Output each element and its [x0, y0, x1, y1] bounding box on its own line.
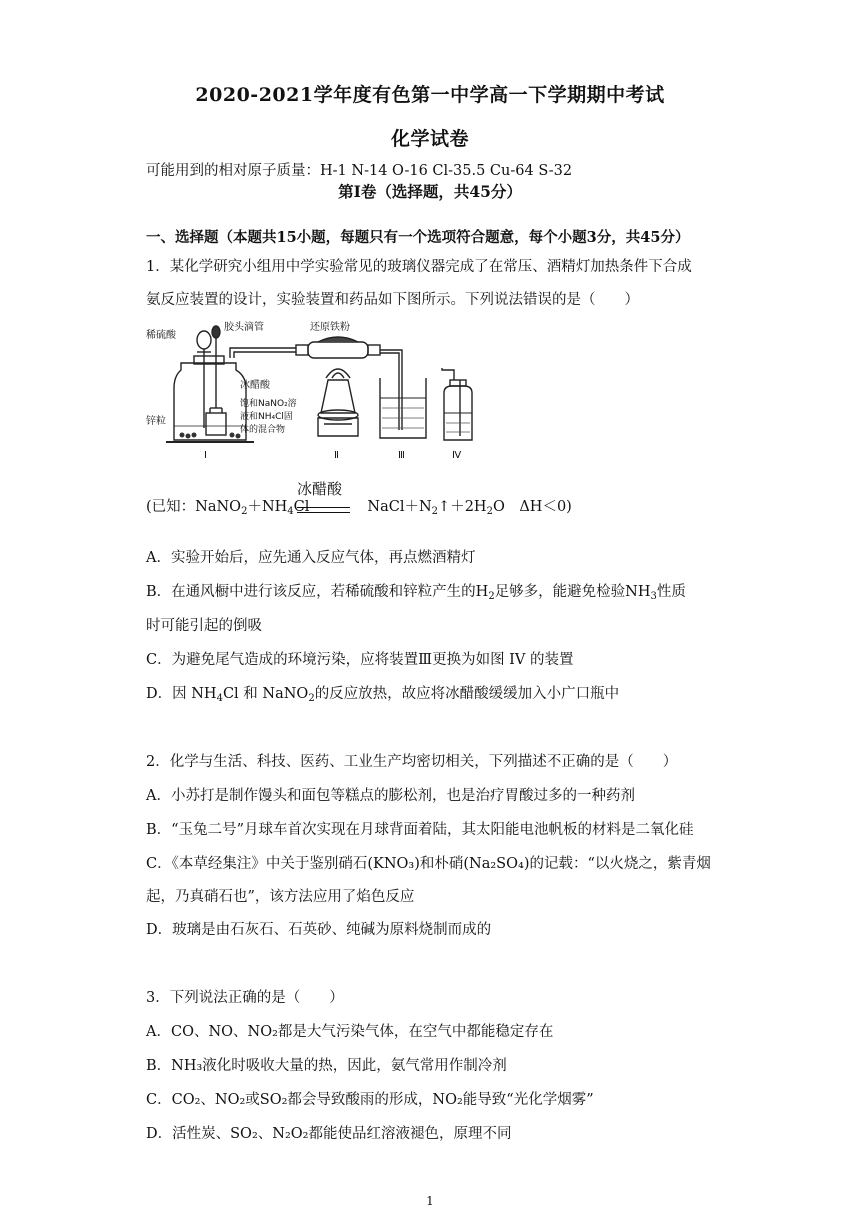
label-reduced-iron: 还原铁粉: [310, 322, 350, 333]
label-mixture-2: 液和NH₄Cl固: [240, 412, 293, 422]
q3-option-b: B．NH₃液化时吸收大量的热，因此，氨气常用作制冷剂: [146, 1058, 507, 1074]
section-heading: 第Ⅰ卷（选择题，共45分）: [338, 182, 522, 201]
apparatus-figure: [146, 318, 476, 463]
label-mixture-3: 体的混合物: [240, 425, 286, 435]
q1-stem-line1: 1．某化学研究小组用中学实验常见的玻璃仪器完成了在常压、酒精灯加热条件下合成: [146, 259, 692, 275]
part1-heading: 一、选择题（本题共15小题，每题只有一个选项符合题意，每个小题3分，共45分）: [146, 229, 690, 246]
q1-option-c: C．为避免尾气造成的环境污染，应将装置Ⅲ更换为如图 IV 的装置: [146, 652, 574, 668]
label-apparatus-4: Ⅳ: [452, 450, 462, 461]
q2-option-c-line1: C．《本草经集注》中关于鉴别硝石(KNO₃)和朴硝(Na₂SO₄)的记载：“以火烧之，紫青烟: [146, 856, 711, 872]
q2-option-a: A．小苏打是制作馒头和面包等糕点的膨松剂，也是治疗胃酸过多的一种药剂: [146, 788, 635, 804]
q2-option-c-line2: 起，乃真硝石也”，该方法应用了焰色反应: [146, 889, 415, 905]
page-number: 1: [426, 1194, 434, 1208]
q3-option-d: D．活性炭、SO₂、N₂O₂都能使品红溶液褪色，原理不同: [146, 1126, 512, 1142]
label-mixture-1: 饱和NaNO₂溶: [240, 399, 297, 409]
label-dropper: 胶头滴管: [224, 322, 264, 333]
label-dilute-sulfuric-acid: 稀硫酸: [146, 330, 176, 341]
label-apparatus-3: Ⅲ: [398, 450, 405, 461]
atomic-masses: 可能用到的相对原子质量：H-1 N-14 O-16 Cl-35.5 Cu-64 S-32: [146, 163, 573, 179]
q1-stem-line2: 氨反应装置的设计，实验装置和药品如下图所示。下列说法错误的是（ ）: [146, 292, 639, 308]
q1-option-a: A．实验开始后，应先通入反应气体，再点燃酒精灯: [146, 550, 476, 566]
q1-option-b-line1: B．在通风橱中进行该反应，若稀硫酸和锌粒产生的$H_2$足够多，能避免检验$NH_3$性质: [146, 584, 686, 602]
eq-condition: 冰醋酸: [297, 480, 343, 498]
q3-stem: 3．下列说法正确的是（ ）: [146, 990, 344, 1006]
label-zinc: 锌粒: [146, 416, 166, 427]
q1-option-b-line2: 时可能引起的倒吸: [146, 618, 262, 634]
exam-subject: 化学试卷: [390, 128, 469, 150]
label-apparatus-2: Ⅱ: [334, 450, 339, 461]
q2-option-b: B．“玉兔二号”月球车首次实现在月球背面着陆，其太阳能电池帆板的材料是二氧化硅: [146, 822, 694, 838]
q2-option-d: D．玻璃是由石灰石、石英砂、纯碱为原料烧制而成的: [146, 922, 492, 938]
exam-title: 2020-2021学年度有色第一中学高一下学期期中考试: [195, 84, 665, 106]
label-apparatus-1: Ⅰ: [204, 450, 207, 461]
q1-option-d: D．因 $NH_4Cl$ 和 NaNO$_2$的反应放热，故应将冰醋酸缓缓加入小广口瓶中: [146, 686, 620, 704]
label-glacial-acetic-acid: 冰醋酸: [240, 380, 270, 391]
q3-option-c: C．CO₂、NO₂或SO₂都会导致酸雨的形成，NO₂能导致“光化学烟雾”: [146, 1092, 594, 1108]
q3-option-a: A．CO、NO、NO₂都是大气污染气体，在空气中都能稳定存在: [146, 1024, 554, 1040]
q2-stem: 2．化学与生活、科技、医药、工业生产均密切相关，下列描述不正确的是（ ）: [146, 754, 678, 770]
known-equation: (已知：$NaNO_2+NH_4Cl$ $NaCl+N_2↑+2H_2O$ ΔH＜0): [146, 499, 572, 517]
